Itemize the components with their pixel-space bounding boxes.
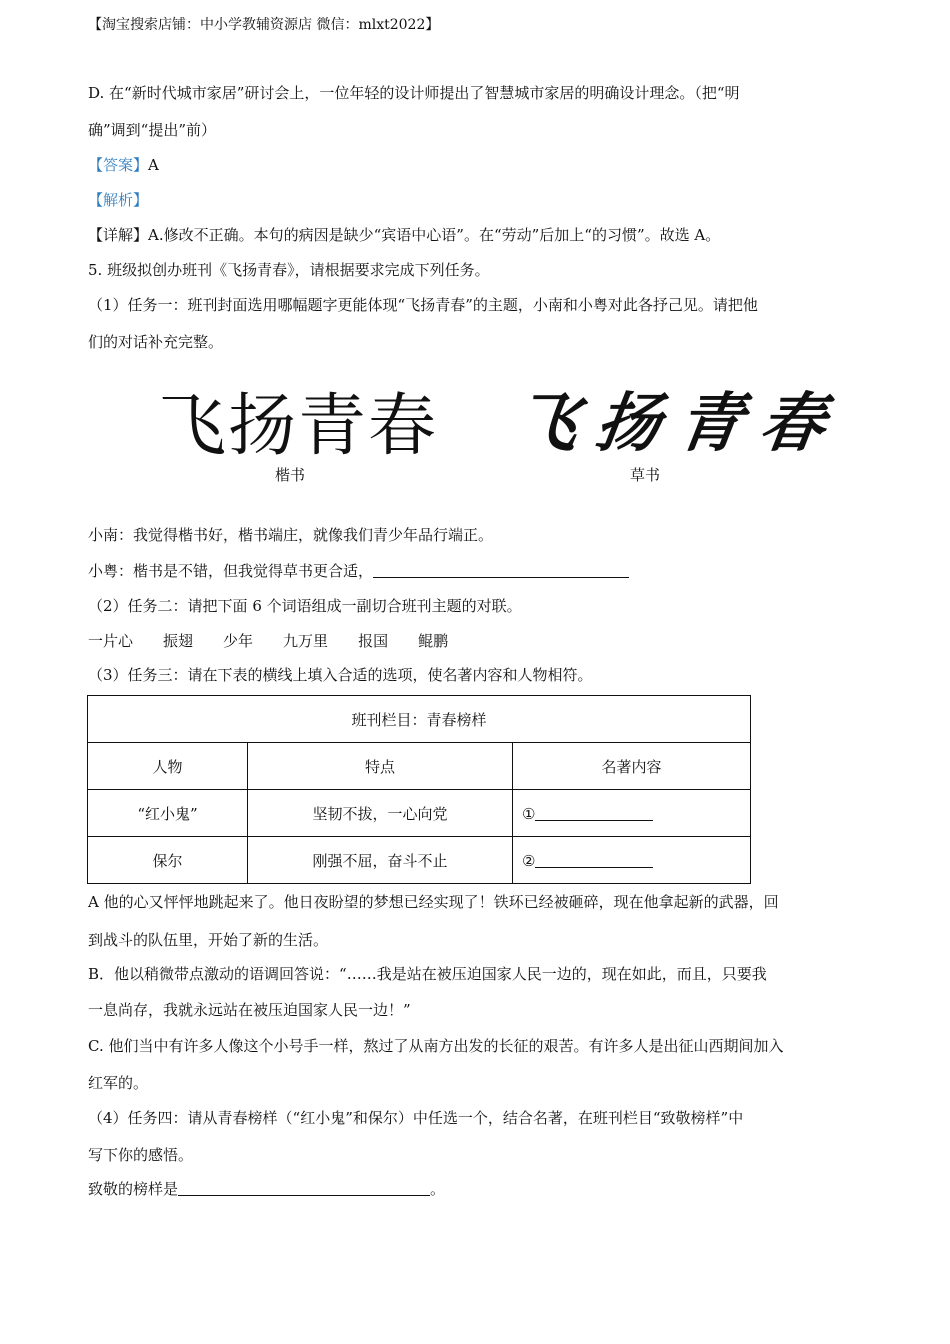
task4-line2: 写下你的感悟。 (88, 1146, 194, 1164)
final-blank[interactable] (178, 1179, 430, 1196)
answer-blank[interactable] (535, 851, 653, 868)
word-item: 鲲鹏 (418, 632, 449, 650)
task2-line: （2）任务二：请把下面 6 个词语组成一副切合班刊主题的对联。 (88, 597, 522, 615)
task3-line: （3）任务三：请在下表的横线上填入合适的选项，使名著内容和人物相符。 (88, 666, 593, 684)
word-list (88, 630, 478, 651)
answer-value: A (148, 156, 159, 174)
kaishu-calligraphy: 飞扬青春 (158, 387, 439, 466)
final-text: 致敬的榜样是 (88, 1180, 179, 1198)
table-cell-blank[interactable] (513, 837, 751, 884)
detail-line: 【详解】A.修改不正确。本句的病因是缺少“宾语中心语”。在“劳动”后加上“的习惯”。故选 A。 (88, 226, 721, 244)
xiaoyue-line (88, 560, 629, 581)
role-model-table (87, 695, 751, 884)
table-row (88, 837, 751, 884)
option-c-line2: 红军的。 (88, 1074, 149, 1092)
xiaoyue-text: 小粤：楷书是不错，但我觉得草书更合适， (88, 562, 374, 580)
kaishu-label: 楷书 (275, 466, 306, 484)
caoshu-calligraphy: 飞扬青春 (508, 386, 848, 461)
option-b-line1: B．他以稍微带点激动的语调回答说：“……我是站在被压迫国家人民一边的，现在如此，而且，只要我 (88, 965, 767, 983)
final-line (88, 1178, 445, 1199)
table-cell: “红小鬼” (88, 790, 248, 837)
option-d-line1: D. 在“新时代城市家居”研讨会上，一位年轻的设计师提出了智慧城市家居的明确设计理念。（把“明 (88, 84, 740, 102)
answer-line (88, 154, 159, 175)
word-item: 一片心 (88, 632, 134, 650)
final-period: 。 (430, 1180, 446, 1198)
circle-number: ② (522, 851, 536, 870)
task1-line1: （1）任务一：班刊封面选用哪幅题字更能体现“飞扬青春”的主题，小南和小粤对此各抒己见。请把他 (88, 296, 758, 314)
table-cell-blank[interactable] (513, 790, 751, 837)
xiaoyue-blank[interactable] (373, 561, 629, 578)
task1-line2: 们的对话补充完整。 (88, 333, 224, 351)
xiaonan-line: 小南：我觉得楷书好，楷书端庄，就像我们青少年品行端正。 (88, 526, 494, 544)
word-item: 九万里 (283, 632, 329, 650)
word-item: 报国 (358, 632, 389, 650)
option-a-line2: 到战斗的队伍里，开始了新的生活。 (88, 931, 329, 949)
table-header: 特点 (248, 743, 513, 790)
table-title: 班刊栏目：青春榜样 (88, 696, 751, 743)
table-row (88, 790, 751, 837)
answer-label: 【答案】 (88, 156, 149, 174)
option-c-line1: C. 他们当中有许多人像这个小号手一样，熬过了从南方出发的长征的艰苦。有许多人是出征山西期间加入 (88, 1037, 784, 1055)
analysis-label: 【解析】 (88, 191, 149, 209)
table-cell: 坚韧不拔，一心向党 (248, 790, 513, 837)
table-header: 名著内容 (513, 743, 751, 790)
table-cell: 保尔 (88, 837, 248, 884)
table-cell: 刚强不屈，奋斗不止 (248, 837, 513, 884)
page-header: 【淘宝搜索店铺：中小学教辅资源店 微信：mlxt2022】 (88, 17, 440, 33)
option-b-line2: 一息尚存，我就永远站在被压迫国家人民一边！” (88, 1001, 411, 1019)
task4-line1: （4）任务四：请从青春榜样（“红小鬼”和保尔）中任选一个，结合名著，在班刊栏目“致敬榜样”中 (88, 1109, 744, 1127)
answer-blank[interactable] (535, 804, 653, 821)
word-item: 振翅 (163, 632, 194, 650)
caoshu-label: 草书 (630, 466, 661, 484)
question-5: 5. 班级拟创办班刊《飞扬青春》，请根据要求完成下列任务。 (88, 261, 490, 279)
word-item: 少年 (223, 632, 254, 650)
option-d-line2: 确”调到“提出”前） (88, 121, 217, 139)
option-a-line1: A 他的心又怦怦地跳起来了。他日夜盼望的梦想已经实现了！铁环已经被砸碎，现在他拿起新的武器，回 (88, 893, 779, 911)
table-header: 人物 (88, 743, 248, 790)
circle-number: ① (522, 804, 536, 823)
